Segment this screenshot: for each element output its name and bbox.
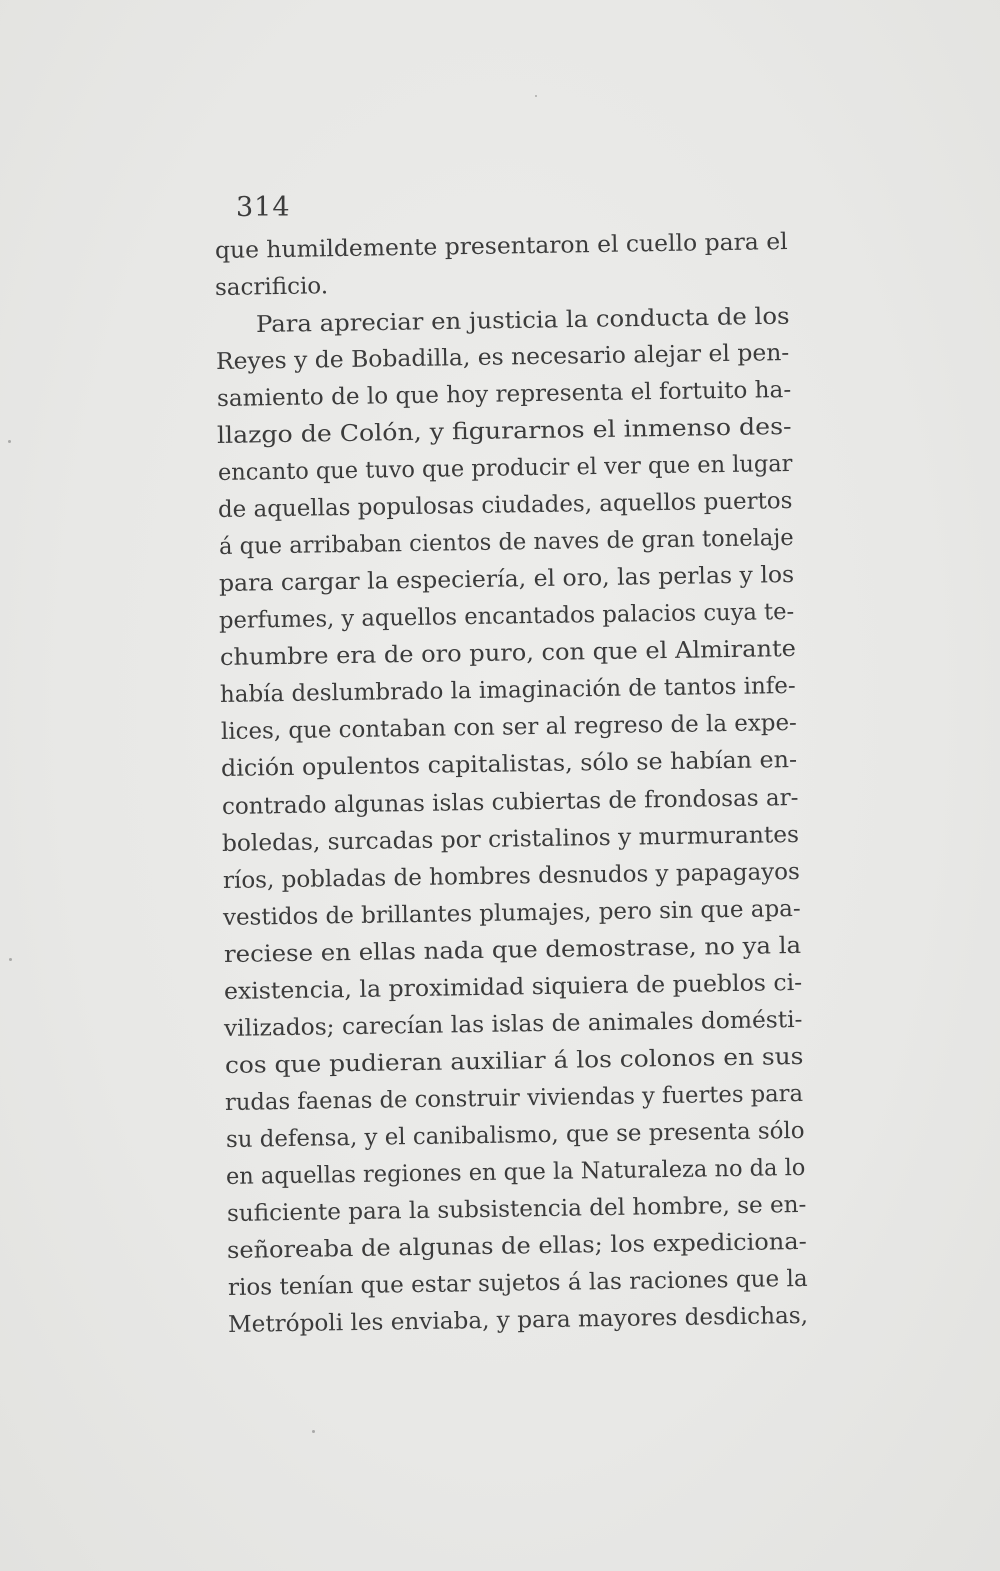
text-line-17: boledas, surcadas por cristalinos y murmurantes (221, 821, 800, 857)
text-line-15: dición opulentos capitalistas, sólo se habían en- (221, 747, 798, 783)
text-line-1: que humildemente presentaron el cuello para el (214, 229, 788, 264)
text-line-18: ríos, pobladas de hombres desnudos y papagayos (222, 858, 800, 894)
text-line-6: llazgo de Colón, y figurarnos el inmenso des- (217, 414, 792, 450)
page-number: 314 (236, 192, 291, 223)
text-line-27: suficiente para la subsistencia del hombre, se en- (226, 1191, 807, 1227)
text-line-22: vilizados; carecían las islas de animales domésti- (224, 1006, 804, 1042)
text-line-14: lices, que contaban con ser al regreso de la expe- (220, 710, 797, 746)
text-line-28: señoreaba de algunas de ellas; los expediciona- (226, 1228, 808, 1264)
text-line-5: samiento de lo que hoy representa el fortuito ha- (216, 377, 792, 413)
paper-speck (9, 958, 12, 961)
text-line-16: contrado algunas islas cubiertas de frondosas ar- (221, 784, 799, 820)
text-line-8: de aquellas populosas ciudades, aquellos puertos (217, 488, 793, 524)
text-line-26: en aquellas regiones en que la Naturaleza no da lo (225, 1154, 806, 1190)
text-line-9: á que arribaban cientos de naves de gran tonelaje (218, 525, 794, 561)
paper-speck (8, 440, 11, 443)
text-line-13: había deslumbrado la imaginación de tantos infe- (220, 673, 797, 709)
text-line-10: para cargar la especiería, el oro, las perlas y los (218, 562, 795, 598)
text-line-20: reciese en ellas nada que demostrase, no ya la (223, 932, 801, 968)
text-line-2: sacrificio. (215, 273, 329, 302)
text-line-11: perfumes, y aquellos encantados palacios cuya te- (219, 599, 795, 635)
text-line-7: encanto que tuvo que producir el ver que en lugar (217, 451, 793, 487)
text-line-25: su defensa, y el canibalismo, que se presenta sólo (225, 1117, 805, 1153)
text-line-12: chumbre era de oro puro, con que el Almirante (219, 636, 797, 672)
text-line-21: existencia, la proximidad siquiera de pueblos ci- (223, 969, 803, 1005)
paper-speck (312, 1430, 315, 1433)
text-line-23: cos que pudieran auxiliar á los colonos en sus (224, 1043, 804, 1079)
text-line-19: vestidos de brillantes plumajes, pero sin que apa- (222, 895, 801, 931)
text-line-4: Reyes y de Bobadilla, es necesario alejar el pen- (216, 340, 790, 376)
text-line-29: rios tenían que estar sujetos á las raciones que la (227, 1265, 808, 1301)
text-line-3: Para apreciar en justicia la conducta de los (255, 303, 790, 339)
paper-speck (535, 95, 537, 97)
text-line-30: Metrópoli les enviaba, y para mayores desdichas, (227, 1302, 809, 1338)
text-line-24: rudas faenas de construir viviendas y fuertes para (225, 1080, 804, 1116)
